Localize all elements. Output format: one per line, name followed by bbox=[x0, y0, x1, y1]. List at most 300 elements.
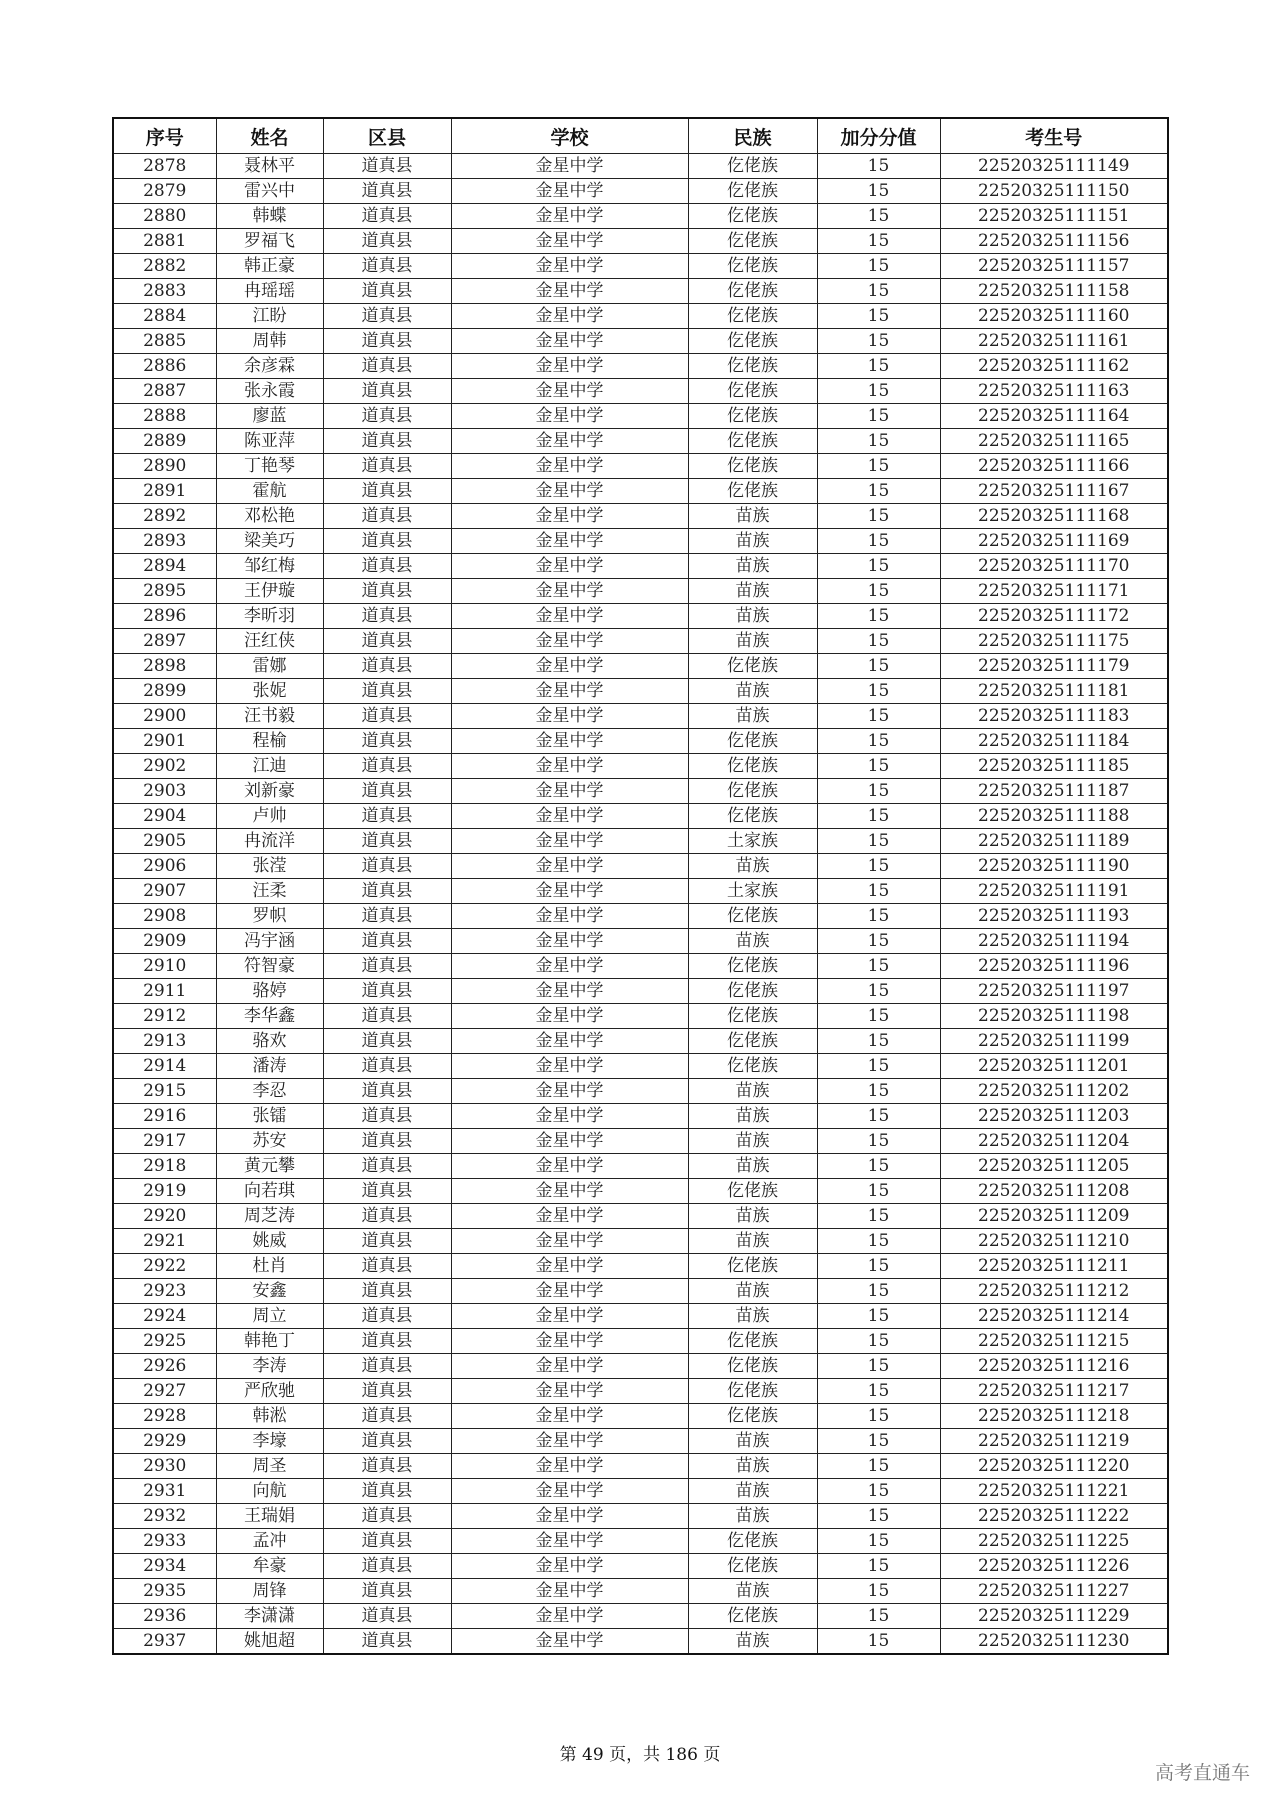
cell-county: 道真县 bbox=[323, 754, 451, 779]
table-row bbox=[113, 604, 1168, 629]
cell-exam-id: 22520325111156 bbox=[940, 229, 1168, 254]
table-row bbox=[113, 579, 1168, 604]
cell-ethnicity: 仡佬族 bbox=[688, 804, 817, 829]
cell-bonus-points: 15 bbox=[817, 754, 940, 779]
cell-bonus-points: 15 bbox=[817, 1179, 940, 1204]
cell-school: 金星中学 bbox=[451, 1029, 688, 1054]
cell-name: 卢帅 bbox=[216, 804, 323, 829]
cell-bonus-points: 15 bbox=[817, 1054, 940, 1079]
cell-school: 金星中学 bbox=[451, 404, 688, 429]
cell-index: 2930 bbox=[113, 1454, 216, 1479]
table-row bbox=[113, 404, 1168, 429]
cell-name: 符智豪 bbox=[216, 954, 323, 979]
cell-school: 金星中学 bbox=[451, 1254, 688, 1279]
cell-index: 2906 bbox=[113, 854, 216, 879]
cell-school: 金星中学 bbox=[451, 1504, 688, 1529]
cell-index: 2896 bbox=[113, 604, 216, 629]
cell-name: 王伊璇 bbox=[216, 579, 323, 604]
table-row bbox=[113, 1504, 1168, 1529]
cell-school: 金星中学 bbox=[451, 1604, 688, 1629]
cell-county: 道真县 bbox=[323, 254, 451, 279]
table-row bbox=[113, 529, 1168, 554]
cell-ethnicity: 苗族 bbox=[688, 929, 817, 954]
cell-exam-id: 22520325111204 bbox=[940, 1129, 1168, 1154]
cell-school: 金星中学 bbox=[451, 1104, 688, 1129]
cell-exam-id: 22520325111221 bbox=[940, 1479, 1168, 1504]
cell-name: 苏安 bbox=[216, 1129, 323, 1154]
cell-bonus-points: 15 bbox=[817, 829, 940, 854]
cell-school: 金星中学 bbox=[451, 1454, 688, 1479]
cell-name: 向航 bbox=[216, 1479, 323, 1504]
cell-bonus-points: 15 bbox=[817, 329, 940, 354]
cell-index: 2902 bbox=[113, 754, 216, 779]
cell-index: 2921 bbox=[113, 1229, 216, 1254]
cell-exam-id: 22520325111198 bbox=[940, 1004, 1168, 1029]
cell-county: 道真县 bbox=[323, 879, 451, 904]
cell-name: 韩艳丁 bbox=[216, 1329, 323, 1354]
roster-table bbox=[112, 117, 1169, 1655]
cell-ethnicity: 苗族 bbox=[688, 1129, 817, 1154]
cell-county: 道真县 bbox=[323, 304, 451, 329]
cell-county: 道真县 bbox=[323, 829, 451, 854]
cell-county: 道真县 bbox=[323, 1279, 451, 1304]
cell-name: 周圣 bbox=[216, 1454, 323, 1479]
cell-bonus-points: 15 bbox=[817, 779, 940, 804]
cell-bonus-points: 15 bbox=[817, 1304, 940, 1329]
cell-school: 金星中学 bbox=[451, 504, 688, 529]
cell-index: 2933 bbox=[113, 1529, 216, 1554]
cell-county: 道真县 bbox=[323, 1104, 451, 1129]
cell-name: 霍航 bbox=[216, 479, 323, 504]
cell-index: 2879 bbox=[113, 179, 216, 204]
table-row bbox=[113, 929, 1168, 954]
cell-exam-id: 22520325111160 bbox=[940, 304, 1168, 329]
table-row bbox=[113, 1229, 1168, 1254]
cell-county: 道真县 bbox=[323, 654, 451, 679]
table-row bbox=[113, 1529, 1168, 1554]
table-row bbox=[113, 954, 1168, 979]
table-row bbox=[113, 629, 1168, 654]
cell-ethnicity: 苗族 bbox=[688, 1229, 817, 1254]
cell-exam-id: 22520325111184 bbox=[940, 729, 1168, 754]
cell-bonus-points: 15 bbox=[817, 429, 940, 454]
cell-index: 2901 bbox=[113, 729, 216, 754]
cell-bonus-points: 15 bbox=[817, 1354, 940, 1379]
table-row bbox=[113, 654, 1168, 679]
cell-school: 金星中学 bbox=[451, 1054, 688, 1079]
table-body bbox=[113, 154, 1168, 1655]
cell-index: 2889 bbox=[113, 429, 216, 454]
cell-bonus-points: 15 bbox=[817, 354, 940, 379]
cell-name: 骆婷 bbox=[216, 979, 323, 1004]
cell-name: 李华鑫 bbox=[216, 1004, 323, 1029]
cell-school: 金星中学 bbox=[451, 1479, 688, 1504]
table-row bbox=[113, 1054, 1168, 1079]
cell-exam-id: 22520325111230 bbox=[940, 1629, 1168, 1655]
header-school: 学校 bbox=[451, 118, 688, 154]
cell-bonus-points: 15 bbox=[817, 304, 940, 329]
cell-name: 张镭 bbox=[216, 1104, 323, 1129]
cell-bonus-points: 15 bbox=[817, 504, 940, 529]
cell-name: 陈亚萍 bbox=[216, 429, 323, 454]
cell-name: 江盼 bbox=[216, 304, 323, 329]
cell-index: 2931 bbox=[113, 1479, 216, 1504]
cell-ethnicity: 仡佬族 bbox=[688, 1004, 817, 1029]
cell-ethnicity: 仡佬族 bbox=[688, 1029, 817, 1054]
cell-school: 金星中学 bbox=[451, 629, 688, 654]
cell-bonus-points: 15 bbox=[817, 1554, 940, 1579]
cell-index: 2886 bbox=[113, 354, 216, 379]
cell-bonus-points: 15 bbox=[817, 854, 940, 879]
table-row bbox=[113, 979, 1168, 1004]
cell-name: 邹红梅 bbox=[216, 554, 323, 579]
cell-school: 金星中学 bbox=[451, 654, 688, 679]
cell-bonus-points: 15 bbox=[817, 729, 940, 754]
cell-county: 道真县 bbox=[323, 629, 451, 654]
cell-name: 江迪 bbox=[216, 754, 323, 779]
cell-ethnicity: 土家族 bbox=[688, 829, 817, 854]
table-row bbox=[113, 754, 1168, 779]
cell-exam-id: 22520325111149 bbox=[940, 154, 1168, 179]
cell-county: 道真县 bbox=[323, 1029, 451, 1054]
cell-bonus-points: 15 bbox=[817, 254, 940, 279]
cell-ethnicity: 苗族 bbox=[688, 1104, 817, 1129]
cell-bonus-points: 15 bbox=[817, 554, 940, 579]
cell-ethnicity: 仡佬族 bbox=[688, 479, 817, 504]
cell-exam-id: 22520325111197 bbox=[940, 979, 1168, 1004]
cell-ethnicity: 苗族 bbox=[688, 854, 817, 879]
cell-county: 道真县 bbox=[323, 1554, 451, 1579]
cell-county: 道真县 bbox=[323, 354, 451, 379]
cell-school: 金星中学 bbox=[451, 254, 688, 279]
cell-exam-id: 22520325111208 bbox=[940, 1179, 1168, 1204]
cell-county: 道真县 bbox=[323, 404, 451, 429]
cell-county: 道真县 bbox=[323, 1154, 451, 1179]
cell-county: 道真县 bbox=[323, 929, 451, 954]
cell-exam-id: 22520325111216 bbox=[940, 1354, 1168, 1379]
cell-exam-id: 22520325111211 bbox=[940, 1254, 1168, 1279]
cell-exam-id: 22520325111151 bbox=[940, 204, 1168, 229]
table-row bbox=[113, 679, 1168, 704]
cell-exam-id: 22520325111187 bbox=[940, 779, 1168, 804]
cell-name: 余彦霖 bbox=[216, 354, 323, 379]
cell-name: 刘新豪 bbox=[216, 779, 323, 804]
cell-ethnicity: 仡佬族 bbox=[688, 154, 817, 179]
cell-bonus-points: 15 bbox=[817, 379, 940, 404]
cell-county: 道真县 bbox=[323, 1379, 451, 1404]
cell-name: 骆欢 bbox=[216, 1029, 323, 1054]
cell-school: 金星中学 bbox=[451, 379, 688, 404]
cell-ethnicity: 苗族 bbox=[688, 1479, 817, 1504]
cell-school: 金星中学 bbox=[451, 354, 688, 379]
cell-county: 道真县 bbox=[323, 1404, 451, 1429]
cell-index: 2928 bbox=[113, 1404, 216, 1429]
cell-county: 道真县 bbox=[323, 279, 451, 304]
cell-county: 道真县 bbox=[323, 1129, 451, 1154]
table-row bbox=[113, 854, 1168, 879]
cell-ethnicity: 仡佬族 bbox=[688, 1379, 817, 1404]
cell-exam-id: 22520325111191 bbox=[940, 879, 1168, 904]
table-row bbox=[113, 1304, 1168, 1329]
cell-bonus-points: 15 bbox=[817, 979, 940, 1004]
cell-index: 2883 bbox=[113, 279, 216, 304]
cell-bonus-points: 15 bbox=[817, 1329, 940, 1354]
cell-exam-id: 22520325111203 bbox=[940, 1104, 1168, 1129]
cell-bonus-points: 15 bbox=[817, 404, 940, 429]
cell-school: 金星中学 bbox=[451, 1379, 688, 1404]
cell-name: 聂林平 bbox=[216, 154, 323, 179]
cell-county: 道真县 bbox=[323, 679, 451, 704]
cell-ethnicity: 苗族 bbox=[688, 1629, 817, 1655]
cell-county: 道真县 bbox=[323, 1629, 451, 1655]
cell-school: 金星中学 bbox=[451, 1529, 688, 1554]
cell-school: 金星中学 bbox=[451, 529, 688, 554]
cell-ethnicity: 仡佬族 bbox=[688, 754, 817, 779]
cell-bonus-points: 15 bbox=[817, 1254, 940, 1279]
cell-ethnicity: 仡佬族 bbox=[688, 654, 817, 679]
cell-ethnicity: 仡佬族 bbox=[688, 229, 817, 254]
cell-index: 2881 bbox=[113, 229, 216, 254]
cell-county: 道真县 bbox=[323, 1354, 451, 1379]
cell-index: 2904 bbox=[113, 804, 216, 829]
cell-index: 2909 bbox=[113, 929, 216, 954]
cell-ethnicity: 仡佬族 bbox=[688, 254, 817, 279]
cell-index: 2913 bbox=[113, 1029, 216, 1054]
cell-county: 道真县 bbox=[323, 579, 451, 604]
cell-index: 2895 bbox=[113, 579, 216, 604]
table-row bbox=[113, 1279, 1168, 1304]
cell-index: 2926 bbox=[113, 1354, 216, 1379]
table-row bbox=[113, 1604, 1168, 1629]
cell-name: 安鑫 bbox=[216, 1279, 323, 1304]
cell-name: 周锋 bbox=[216, 1579, 323, 1604]
header-bonus-points: 加分分值 bbox=[817, 118, 940, 154]
cell-ethnicity: 仡佬族 bbox=[688, 1054, 817, 1079]
cell-bonus-points: 15 bbox=[817, 1479, 940, 1504]
cell-county: 道真县 bbox=[323, 904, 451, 929]
cell-name: 汪柔 bbox=[216, 879, 323, 904]
cell-school: 金星中学 bbox=[451, 1154, 688, 1179]
cell-name: 冉瑶瑶 bbox=[216, 279, 323, 304]
cell-name: 韩淞 bbox=[216, 1404, 323, 1429]
cell-ethnicity: 仡佬族 bbox=[688, 304, 817, 329]
cell-exam-id: 22520325111212 bbox=[940, 1279, 1168, 1304]
cell-exam-id: 22520325111189 bbox=[940, 829, 1168, 854]
cell-school: 金星中学 bbox=[451, 1229, 688, 1254]
cell-name: 邓松艳 bbox=[216, 504, 323, 529]
cell-name: 向若琪 bbox=[216, 1179, 323, 1204]
cell-county: 道真县 bbox=[323, 1179, 451, 1204]
cell-name: 周韩 bbox=[216, 329, 323, 354]
cell-bonus-points: 15 bbox=[817, 454, 940, 479]
table-row bbox=[113, 179, 1168, 204]
cell-county: 道真县 bbox=[323, 1054, 451, 1079]
cell-index: 2918 bbox=[113, 1154, 216, 1179]
cell-county: 道真县 bbox=[323, 1604, 451, 1629]
cell-index: 2932 bbox=[113, 1504, 216, 1529]
cell-school: 金星中学 bbox=[451, 754, 688, 779]
cell-ethnicity: 苗族 bbox=[688, 604, 817, 629]
cell-school: 金星中学 bbox=[451, 1304, 688, 1329]
cell-county: 道真县 bbox=[323, 854, 451, 879]
cell-ethnicity: 仡佬族 bbox=[688, 454, 817, 479]
cell-index: 2934 bbox=[113, 1554, 216, 1579]
cell-index: 2894 bbox=[113, 554, 216, 579]
cell-school: 金星中学 bbox=[451, 304, 688, 329]
cell-bonus-points: 15 bbox=[817, 1454, 940, 1479]
cell-school: 金星中学 bbox=[451, 779, 688, 804]
cell-county: 道真县 bbox=[323, 229, 451, 254]
cell-name: 雷兴中 bbox=[216, 179, 323, 204]
table-row bbox=[113, 554, 1168, 579]
cell-school: 金星中学 bbox=[451, 204, 688, 229]
cell-ethnicity: 仡佬族 bbox=[688, 1254, 817, 1279]
cell-exam-id: 22520325111167 bbox=[940, 479, 1168, 504]
cell-index: 2884 bbox=[113, 304, 216, 329]
cell-name: 冉流洋 bbox=[216, 829, 323, 854]
table-row bbox=[113, 1554, 1168, 1579]
cell-ethnicity: 苗族 bbox=[688, 1429, 817, 1454]
cell-ethnicity: 苗族 bbox=[688, 1304, 817, 1329]
cell-county: 道真县 bbox=[323, 504, 451, 529]
cell-school: 金星中学 bbox=[451, 1404, 688, 1429]
cell-bonus-points: 15 bbox=[817, 1204, 940, 1229]
cell-exam-id: 22520325111158 bbox=[940, 279, 1168, 304]
cell-exam-id: 22520325111185 bbox=[940, 754, 1168, 779]
cell-name: 张滢 bbox=[216, 854, 323, 879]
cell-index: 2929 bbox=[113, 1429, 216, 1454]
cell-exam-id: 22520325111169 bbox=[940, 529, 1168, 554]
cell-ethnicity: 苗族 bbox=[688, 1204, 817, 1229]
cell-school: 金星中学 bbox=[451, 929, 688, 954]
cell-county: 道真县 bbox=[323, 979, 451, 1004]
table-row bbox=[113, 479, 1168, 504]
cell-bonus-points: 15 bbox=[817, 1429, 940, 1454]
cell-bonus-points: 15 bbox=[817, 1504, 940, 1529]
cell-bonus-points: 15 bbox=[817, 179, 940, 204]
table-row bbox=[113, 204, 1168, 229]
cell-bonus-points: 15 bbox=[817, 629, 940, 654]
cell-ethnicity: 苗族 bbox=[688, 1279, 817, 1304]
cell-bonus-points: 15 bbox=[817, 1004, 940, 1029]
cell-school: 金星中学 bbox=[451, 1204, 688, 1229]
cell-index: 2905 bbox=[113, 829, 216, 854]
cell-index: 2907 bbox=[113, 879, 216, 904]
cell-school: 金星中学 bbox=[451, 1579, 688, 1604]
cell-exam-id: 22520325111170 bbox=[940, 554, 1168, 579]
cell-name: 李昕羽 bbox=[216, 604, 323, 629]
cell-ethnicity: 仡佬族 bbox=[688, 179, 817, 204]
cell-exam-id: 22520325111214 bbox=[940, 1304, 1168, 1329]
table-row bbox=[113, 804, 1168, 829]
cell-name: 潘涛 bbox=[216, 1054, 323, 1079]
cell-county: 道真县 bbox=[323, 729, 451, 754]
table-row bbox=[113, 729, 1168, 754]
cell-county: 道真县 bbox=[323, 554, 451, 579]
cell-ethnicity: 苗族 bbox=[688, 704, 817, 729]
cell-name: 雷娜 bbox=[216, 654, 323, 679]
cell-bonus-points: 15 bbox=[817, 229, 940, 254]
cell-ethnicity: 苗族 bbox=[688, 1154, 817, 1179]
cell-name: 汪书毅 bbox=[216, 704, 323, 729]
cell-exam-id: 22520325111150 bbox=[940, 179, 1168, 204]
table-row bbox=[113, 1104, 1168, 1129]
cell-index: 2924 bbox=[113, 1304, 216, 1329]
cell-school: 金星中学 bbox=[451, 904, 688, 929]
header-ethnicity: 民族 bbox=[688, 118, 817, 154]
cell-bonus-points: 15 bbox=[817, 879, 940, 904]
cell-name: 汪红侠 bbox=[216, 629, 323, 654]
cell-ethnicity: 苗族 bbox=[688, 504, 817, 529]
cell-county: 道真县 bbox=[323, 1454, 451, 1479]
cell-county: 道真县 bbox=[323, 1579, 451, 1604]
cell-index: 2936 bbox=[113, 1604, 216, 1629]
cell-county: 道真县 bbox=[323, 1504, 451, 1529]
table-row bbox=[113, 1154, 1168, 1179]
cell-county: 道真县 bbox=[323, 1429, 451, 1454]
cell-index: 2927 bbox=[113, 1379, 216, 1404]
cell-name: 罗帜 bbox=[216, 904, 323, 929]
cell-name: 程榆 bbox=[216, 729, 323, 754]
table-row bbox=[113, 1079, 1168, 1104]
cell-county: 道真县 bbox=[323, 1229, 451, 1254]
cell-bonus-points: 15 bbox=[817, 929, 940, 954]
table-row bbox=[113, 329, 1168, 354]
cell-exam-id: 22520325111226 bbox=[940, 1554, 1168, 1579]
cell-bonus-points: 15 bbox=[817, 1404, 940, 1429]
cell-county: 道真县 bbox=[323, 329, 451, 354]
cell-school: 金星中学 bbox=[451, 729, 688, 754]
cell-name: 黄元攀 bbox=[216, 1154, 323, 1179]
cell-exam-id: 22520325111201 bbox=[940, 1054, 1168, 1079]
cell-name: 牟豪 bbox=[216, 1554, 323, 1579]
cell-exam-id: 22520325111194 bbox=[940, 929, 1168, 954]
cell-index: 2911 bbox=[113, 979, 216, 1004]
cell-ethnicity: 仡佬族 bbox=[688, 1179, 817, 1204]
cell-name: 李忍 bbox=[216, 1079, 323, 1104]
cell-exam-id: 22520325111188 bbox=[940, 804, 1168, 829]
table-row bbox=[113, 504, 1168, 529]
cell-exam-id: 22520325111179 bbox=[940, 654, 1168, 679]
cell-school: 金星中学 bbox=[451, 454, 688, 479]
table-row bbox=[113, 1029, 1168, 1054]
cell-bonus-points: 15 bbox=[817, 704, 940, 729]
table-row bbox=[113, 454, 1168, 479]
table-row bbox=[113, 1179, 1168, 1204]
cell-school: 金星中学 bbox=[451, 1279, 688, 1304]
cell-ethnicity: 仡佬族 bbox=[688, 1354, 817, 1379]
cell-exam-id: 22520325111210 bbox=[940, 1229, 1168, 1254]
cell-county: 道真县 bbox=[323, 1304, 451, 1329]
cell-bonus-points: 15 bbox=[817, 579, 940, 604]
cell-bonus-points: 15 bbox=[817, 1579, 940, 1604]
cell-school: 金星中学 bbox=[451, 429, 688, 454]
cell-index: 2922 bbox=[113, 1254, 216, 1279]
cell-ethnicity: 苗族 bbox=[688, 529, 817, 554]
table-row bbox=[113, 429, 1168, 454]
header-index: 序号 bbox=[113, 118, 216, 154]
cell-exam-id: 22520325111229 bbox=[940, 1604, 1168, 1629]
table-row bbox=[113, 154, 1168, 179]
cell-ethnicity: 苗族 bbox=[688, 1504, 817, 1529]
cell-school: 金星中学 bbox=[451, 1429, 688, 1454]
cell-ethnicity: 仡佬族 bbox=[688, 729, 817, 754]
cell-name: 梁美巧 bbox=[216, 529, 323, 554]
cell-index: 2897 bbox=[113, 629, 216, 654]
cell-index: 2935 bbox=[113, 1579, 216, 1604]
cell-index: 2917 bbox=[113, 1129, 216, 1154]
cell-county: 道真县 bbox=[323, 1529, 451, 1554]
